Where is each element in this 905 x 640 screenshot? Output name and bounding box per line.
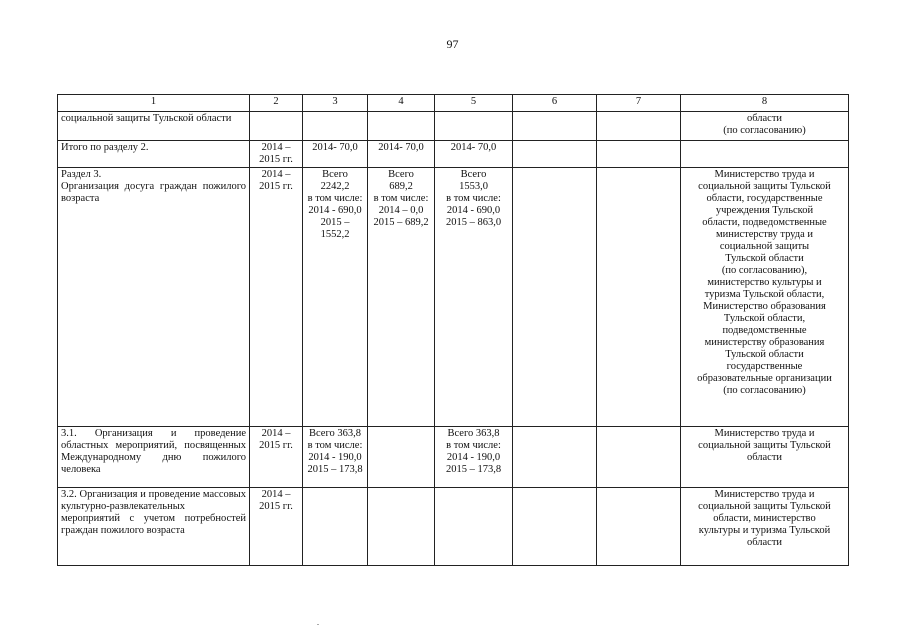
funding-federal-cell: 2014- 70,0 <box>368 141 435 168</box>
header-row <box>58 95 849 112</box>
responsible-cell: Министерство труда и социальной защиты Тульской области, министерство культуры и туризма Тульской области <box>681 488 849 566</box>
empty-cell <box>597 488 681 566</box>
scan-speck <box>317 624 319 625</box>
funding-total-cell: Всего 363,8 в том числе: 2014 - 190,0 2015 – 173,8 <box>303 427 368 488</box>
funding-regional-cell <box>435 112 513 141</box>
responsible-cell: области (по согласованию) <box>681 112 849 141</box>
funding-regional-cell: Всего 1553,0 в том числе: 2014 - 690,0 2015 – 863,0 <box>435 168 513 427</box>
empty-cell <box>597 112 681 141</box>
responsible-cell <box>681 141 849 168</box>
empty-cell <box>597 427 681 488</box>
funding-total-cell <box>303 488 368 566</box>
funding-total-cell <box>303 112 368 141</box>
column-header: 2 <box>250 95 303 112</box>
activity-name: 3.2. Организация и проведение массовых культурно-развлекательных мероприятий с учетом потребностей граждан пожилого возраста <box>58 488 250 566</box>
activity-name: Итого по разделу 2. <box>58 141 250 168</box>
responsible-cell: Министерство труда и социальной защиты Тульской области, государственные учреждения Тульской области, подведомственные министерству труда и социальной защиты Тульской области (по согласованию), министерство культуры и туризма Тульской области, Министерство образования Тульской области, подведомственные министерству образования Тульской области государственные образовательные организации (по согласованию) <box>681 168 849 427</box>
column-header: 3 <box>303 95 368 112</box>
column-header: 8 <box>681 95 849 112</box>
table-row <box>58 488 849 566</box>
period-cell: 2014 – 2015 гг. <box>250 168 303 427</box>
table-row <box>58 141 849 168</box>
funding-regional-cell: Всего 363,8 в том числе: 2014 - 190,0 2015 – 173,8 <box>435 427 513 488</box>
table-row <box>58 168 849 427</box>
empty-cell <box>513 112 597 141</box>
column-header: 5 <box>435 95 513 112</box>
period-cell: 2014 – 2015 гг. <box>250 141 303 168</box>
period-cell: 2014 – 2015 гг. <box>250 427 303 488</box>
column-header: 7 <box>597 95 681 112</box>
column-header: 4 <box>368 95 435 112</box>
funding-federal-cell <box>368 427 435 488</box>
table-row <box>58 112 849 141</box>
empty-cell <box>513 141 597 168</box>
activity-name: социальной защиты Тульской области <box>58 112 250 141</box>
responsible-cell: Министерство труда и социальной защиты Тульской области <box>681 427 849 488</box>
column-header: 1 <box>58 95 250 112</box>
empty-cell <box>597 141 681 168</box>
funding-total-cell: 2014- 70,0 <box>303 141 368 168</box>
funding-federal-cell: Всего 689,2 в том числе: 2014 – 0,0 2015 – 689,2 <box>368 168 435 427</box>
empty-cell <box>513 168 597 427</box>
funding-federal-cell <box>368 112 435 141</box>
empty-cell <box>597 168 681 427</box>
table-row <box>58 427 849 488</box>
funding-federal-cell <box>368 488 435 566</box>
activity-name: Раздел 3. Организация досуга граждан пожилого возраста <box>58 168 250 427</box>
empty-cell <box>513 488 597 566</box>
funding-total-cell: Всего 2242,2 в том числе: 2014 - 690,0 2015 – 1552,2 <box>303 168 368 427</box>
period-cell: 2014 – 2015 гг. <box>250 488 303 566</box>
page-number: 97 <box>446 37 459 51</box>
funding-regional-cell: 2014- 70,0 <box>435 141 513 168</box>
column-header: 6 <box>513 95 597 112</box>
empty-cell <box>513 427 597 488</box>
period-cell <box>250 112 303 141</box>
program-table <box>57 94 849 566</box>
funding-regional-cell <box>435 488 513 566</box>
activity-name: 3.1. Организация и проведение областных мероприятий, посвященных Международному дню пожилого человека <box>58 427 250 488</box>
